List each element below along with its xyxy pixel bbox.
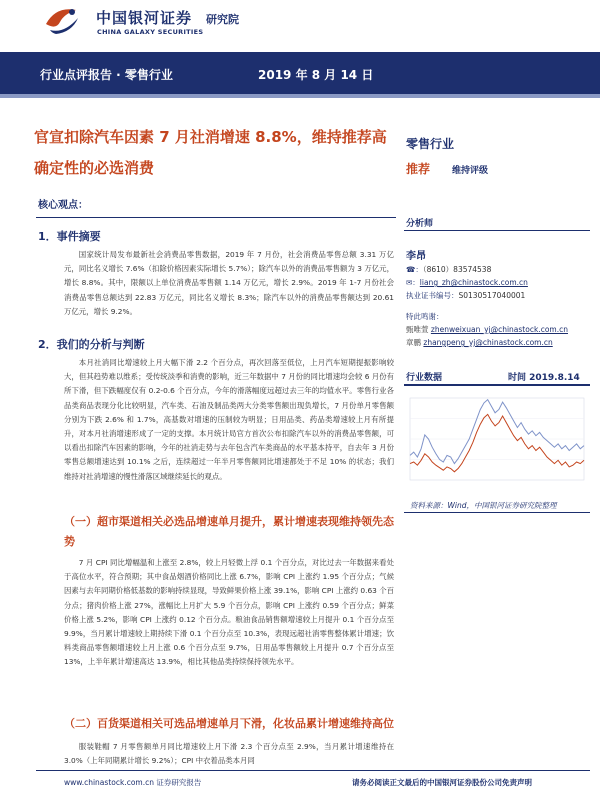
contact-name: 章鹏: [406, 338, 421, 347]
contact-row: [406, 324, 568, 335]
core-points-label: 核心观点：: [38, 200, 88, 211]
banner-stripe: [0, 94, 600, 98]
galaxy-logo-icon: [42, 4, 82, 36]
section-paragraph: 国家统计局发布最新社会消费品零售数据，2019 年 7 月份，社会消费品零售总额 3.31 万亿元，同比名义增长 7.6%（扣除价格因素实际增长 5.7%）；除汽车以外的消费品零售额为 3 万亿元，增长 8.8%。其中，限额以上单位消费品零售额 1.14 万亿元，增长 2.9%。2019 年 1-7 月份社会消费品零售总额达到 22.83 万亿元，同比名义增长 8.3%；除汽车以外的消费品零售额达到 20.61 万亿元，增长 9.2%。: [64, 250, 394, 316]
section-paragraph: 本月社消同比增速较上月大幅下滑 2.2 个百分点，再次回落至低位，上月汽车短期提振影响较大，但其趋势难以维系；受传统淡季和消费的影响，近三年数据中 7 月份的同比增速均会较 6 月份有所下滑，但下跌幅度仅有 0.2-0.6 个百分点，今年的滑落幅度远超过去三年的均值水平。零售行业各品类商品表现分化比较明显，汽车类、石油及制品类两大分类零售额出现负增长，7 月份单月零售额分别为下跌 2.6% 和 1.7%，高基数对增速的压制较为明显；日用品类、药品类增速较上月有所提升，对本月社消增速形成了一定的支撑。本月统计局官方首次公布扣除汽车以外的消费品零售额，可以看出扣除汽车因素的影响，今年的社消走势与去年包含汽车类商品的水平基本持平，自去年 3 月份零售总额增速达到 10.1% 之后，连续超过一年半月零售额同比增速都处于不足 10% 的状态；我们维持对社消增速的慢性滑落区域继续延长的观点。: [64, 358, 394, 481]
acknowledgement-heading: 特此鸣谢：: [406, 312, 444, 321]
rating-label: 推荐: [406, 162, 431, 176]
analyst-email: [406, 277, 528, 288]
analyst-email-link[interactable]: liang_zh@chinastock.com.cn: [419, 278, 528, 287]
contact-row: [406, 337, 553, 348]
section-paragraph: 服装鞋帽 7 月零售额单月同比增速较上月下滑 2.3 个百分点至 2.9%，当月累计增速维持在 3.0%（上年同期累计增长 9.2%）；CPI 中衣着品类本月同: [64, 742, 394, 766]
section-paragraph: 7 月 CPI 同比增幅温和上涨至 2.8%，较上月轻微上浮 0.1 个百分点，对比过去一年数据来看处于高位水平，符合预期；其中食品烟酒价格同比上涨 6.7%，影响 CPI 上涨约 1.95 个百分点；气候因素与去年同期价格低基数的影响持续显现，导致鲜果价格上涨 39.1%，影响 CPI 上涨约 0.63 个百分点；猪肉价格上涨 27%，涨幅比上月扩大 5.9 个百分点，影响 CPI 上涨约 0.59 个百分点；鲜菜价格上涨 5.2%，影响 CPI 上涨约 0.12 个百分点。粮油食品销售额增速较上月提升 0.1 个百分点至 9.9%，当月累计增速较上期持续下滑 0.1 个百分点至 10.3%，表现远超社消零售整体累计增速；饮料类商品零售额增速较上月上涨 0.6 个百分点至 9.7%，日用品零售额较上月提升 0.7 个百分点至 13%，上半年累计增速高达 13.9%，相比其他品类持续保持领先水平。: [64, 558, 394, 667]
license-label: 执业证书编号：: [406, 291, 459, 300]
chart-series-line: [410, 400, 584, 464]
subsection-heading: （一）超市渠道相关必选品增速单月提升，累计增速表现维持领先态势: [64, 515, 394, 548]
section-heading: 2．我们的分析与判断: [38, 338, 145, 351]
phone-icon: ☎：: [406, 265, 423, 274]
chart-series-line: [410, 414, 584, 471]
footer-website: www.chinastock.com.cn 证券研究报告: [64, 778, 202, 787]
chart-source: 资料来源：Wind，中国银河证券研究院整理: [410, 501, 557, 510]
page-title: 官宣扣除汽车因素 7 月社消增速 8.8%，维持推荐高确定性的必选消费: [34, 128, 387, 177]
brand-name-en: CHINA GALAXY SECURITIES: [97, 28, 204, 36]
analyst-name: 李昂: [406, 251, 426, 262]
divider: [404, 512, 590, 513]
industry-data-time: 时间 2019.8.14: [508, 373, 580, 383]
contact-name: 甄唯萱: [406, 325, 429, 334]
analyst-phone: [406, 264, 491, 275]
report-type: 行业点评报告 · 零售行业: [40, 68, 173, 82]
industry-data-heading: 行业数据: [406, 373, 443, 383]
divider: [404, 384, 590, 386]
footer-disclaimer: 请务必阅读正文最后的中国银河证券股份公司免责声明: [352, 778, 532, 787]
phone-number: （8610）83574538: [422, 265, 492, 274]
section-heading: 1．事件摘要: [38, 230, 101, 243]
sector-label: 零售行业: [406, 137, 455, 151]
rating-note: 维持评级: [452, 166, 489, 176]
report-date: 2019 年 8 月 14 日: [258, 68, 374, 82]
mail-icon: ✉：: [406, 278, 420, 287]
divider: [36, 217, 396, 218]
brand-name: 中国银河证券: [96, 9, 193, 27]
footer-divider: [36, 770, 590, 771]
industry-chart: [404, 390, 590, 490]
report-header: [0, 0, 600, 52]
contact-email-link[interactable]: zhenweixuan_yj@chinastock.com.cn: [430, 325, 568, 334]
analyst-license: [406, 290, 525, 301]
subsection-heading: （二）百货渠道相关可选品增速单月下滑，化妆品累计增速维持高位: [64, 717, 394, 730]
analyst-heading: 分析师: [406, 219, 434, 229]
brand-dept: 研究院: [206, 13, 239, 26]
contact-email-link[interactable]: zhangpeng_yj@chinastock.com.cn: [423, 338, 553, 347]
license-number: S0130517040001: [458, 291, 526, 300]
divider: [404, 230, 590, 231]
